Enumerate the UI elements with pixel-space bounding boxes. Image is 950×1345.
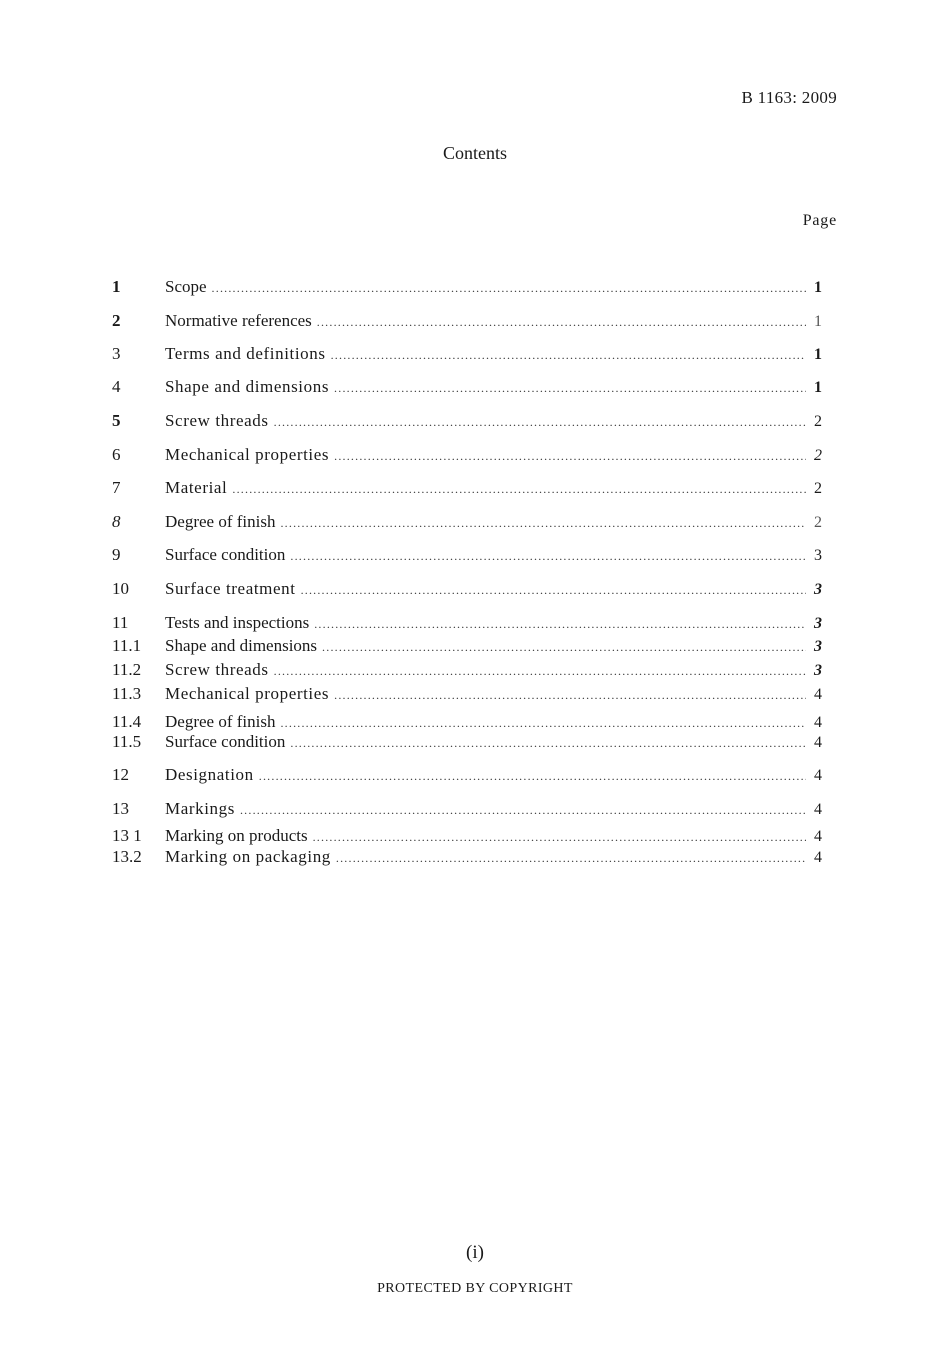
- toc-entry-7[interactable]: [112, 477, 822, 499]
- toc-entry-title: Marking on products: [165, 826, 308, 845]
- toc-entry-page: 1: [814, 279, 822, 296]
- copyright-notice: PROTECTED BY COPYRIGHT: [377, 1281, 573, 1296]
- toc-entry-number: 3: [112, 344, 121, 363]
- dot-leader: [314, 613, 806, 635]
- toc-entry-title: Shape and dimensions: [165, 636, 318, 655]
- dot-leader: [322, 636, 806, 658]
- toc-entry-title: Marking on packaging: [165, 847, 331, 866]
- toc-entry-page: 2: [814, 413, 822, 430]
- toc-entry-page: 2: [814, 514, 822, 531]
- toc-entry-page: 4: [814, 734, 822, 751]
- toc-entry-9[interactable]: [112, 544, 822, 566]
- toc-entry-number: 7: [112, 478, 121, 497]
- toc-entry-title: Mechanical properties: [165, 445, 330, 464]
- toc-entry-number: 11.5: [112, 732, 142, 751]
- toc-entry-number: 2: [112, 311, 121, 330]
- toc-entry-number: 6: [112, 445, 121, 464]
- toc-entry-page: 1: [814, 379, 822, 396]
- toc-entry-number: 11.2: [112, 660, 142, 679]
- toc-entry-number: 11.3: [112, 684, 142, 703]
- dot-leader: [301, 579, 806, 601]
- toc-entry-title: Terms and definitions: [165, 344, 326, 363]
- dot-leader: [232, 478, 806, 500]
- dot-leader: [334, 377, 806, 399]
- toc-entry-title: Tests and inspections: [165, 613, 310, 632]
- toc-entry-title: Markings: [165, 799, 235, 818]
- toc-entry-title: Screw threads: [165, 411, 269, 430]
- toc-entry-6[interactable]: [112, 444, 822, 466]
- toc-entry-number: 13: [112, 799, 129, 818]
- toc-entry-10[interactable]: [112, 578, 822, 600]
- toc-entry-page: 3: [814, 638, 822, 655]
- toc-entry-number: 4: [112, 377, 121, 396]
- toc-entry-page: 3: [814, 547, 822, 564]
- dot-leader: [290, 545, 806, 567]
- dot-leader: [334, 445, 806, 467]
- toc-entry-title: Screw threads: [165, 660, 269, 679]
- dot-leader: [336, 847, 806, 869]
- toc-entry-page: 4: [814, 686, 822, 703]
- toc-entry-11[interactable]: [112, 612, 822, 634]
- toc-entry-page: 4: [814, 801, 822, 818]
- toc-entry-11-4[interactable]: [112, 711, 822, 733]
- toc-entry-2[interactable]: [112, 310, 822, 332]
- toc-entry-13[interactable]: [112, 798, 822, 820]
- document-id: B 1163: 2009: [741, 88, 837, 107]
- toc-entry-13-2[interactable]: [112, 846, 822, 868]
- dot-leader: [274, 660, 806, 682]
- dot-leader: [331, 344, 806, 366]
- toc-entry-11-5[interactable]: [112, 731, 822, 753]
- toc-entry-page: 2: [814, 447, 822, 464]
- toc-entry-number: 5: [112, 411, 121, 430]
- toc-entry-12[interactable]: [112, 764, 822, 786]
- toc-entry-page: 4: [814, 849, 822, 866]
- toc-entry-page: 4: [814, 767, 822, 784]
- toc-entry-number: 9: [112, 545, 121, 564]
- toc-entry-page: 3: [814, 581, 822, 598]
- toc-entry-number: 8: [112, 512, 121, 531]
- dot-leader: [334, 684, 806, 706]
- toc-entry-title: Scope: [165, 277, 207, 296]
- toc-entry-page: 2: [814, 480, 822, 497]
- toc-entry-number: 13.2: [112, 847, 142, 866]
- page-folio: (i): [466, 1242, 484, 1263]
- toc-entry-title: Mechanical properties: [165, 684, 330, 703]
- dot-leader: [240, 799, 806, 821]
- dot-leader: [317, 311, 806, 333]
- toc-entry-3[interactable]: [112, 343, 822, 365]
- toc-entry-title: Degree of finish: [165, 512, 276, 531]
- toc-entry-13-1[interactable]: [112, 825, 822, 847]
- toc-entry-number: 13 1: [112, 826, 142, 845]
- toc-entry-page: 3: [814, 615, 822, 632]
- toc-entry-number: 11.1: [112, 636, 142, 655]
- page-column-heading: Page: [802, 212, 837, 229]
- dot-leader: [212, 277, 806, 299]
- toc-entry-number: 12: [112, 765, 129, 784]
- toc-entry-1[interactable]: [112, 276, 822, 298]
- toc-entry-title: Normative references: [165, 311, 312, 330]
- toc-entry-number: 1: [112, 277, 121, 296]
- toc-entry-4[interactable]: [112, 376, 822, 398]
- toc-entry-title: Surface condition: [165, 545, 286, 564]
- toc-entry-8[interactable]: [112, 511, 822, 533]
- toc-entry-title: Degree of finish: [165, 712, 276, 731]
- toc-entry-title: Designation: [165, 765, 254, 784]
- toc-entry-page: 1: [814, 313, 822, 330]
- toc-entry-page: 4: [814, 714, 822, 731]
- page-title: Contents: [442, 143, 507, 163]
- toc-entry-title: Surface treatment: [165, 579, 296, 598]
- dot-leader: [280, 512, 806, 534]
- toc-entry-5[interactable]: [112, 410, 822, 432]
- toc-entry-page: 4: [814, 828, 822, 845]
- toc-entry-title: Surface condition: [165, 732, 286, 751]
- toc-entry-11-1[interactable]: [112, 635, 822, 657]
- toc-entry-11-2[interactable]: [112, 659, 822, 681]
- toc-entry-page: 3: [814, 662, 822, 679]
- toc-entry-number: 10: [112, 579, 129, 598]
- toc-entry-number: 11.4: [112, 712, 142, 731]
- toc-entry-title: Material: [165, 478, 228, 497]
- toc-entry-title: Shape and dimensions: [165, 377, 330, 396]
- toc-entry-11-3[interactable]: [112, 683, 822, 705]
- toc-entry-number: 11: [112, 613, 129, 632]
- toc-entry-page: 1: [814, 346, 822, 363]
- dot-leader: [313, 826, 806, 848]
- dot-leader: [259, 765, 806, 787]
- dot-leader: [274, 411, 806, 433]
- dot-leader: [290, 732, 806, 754]
